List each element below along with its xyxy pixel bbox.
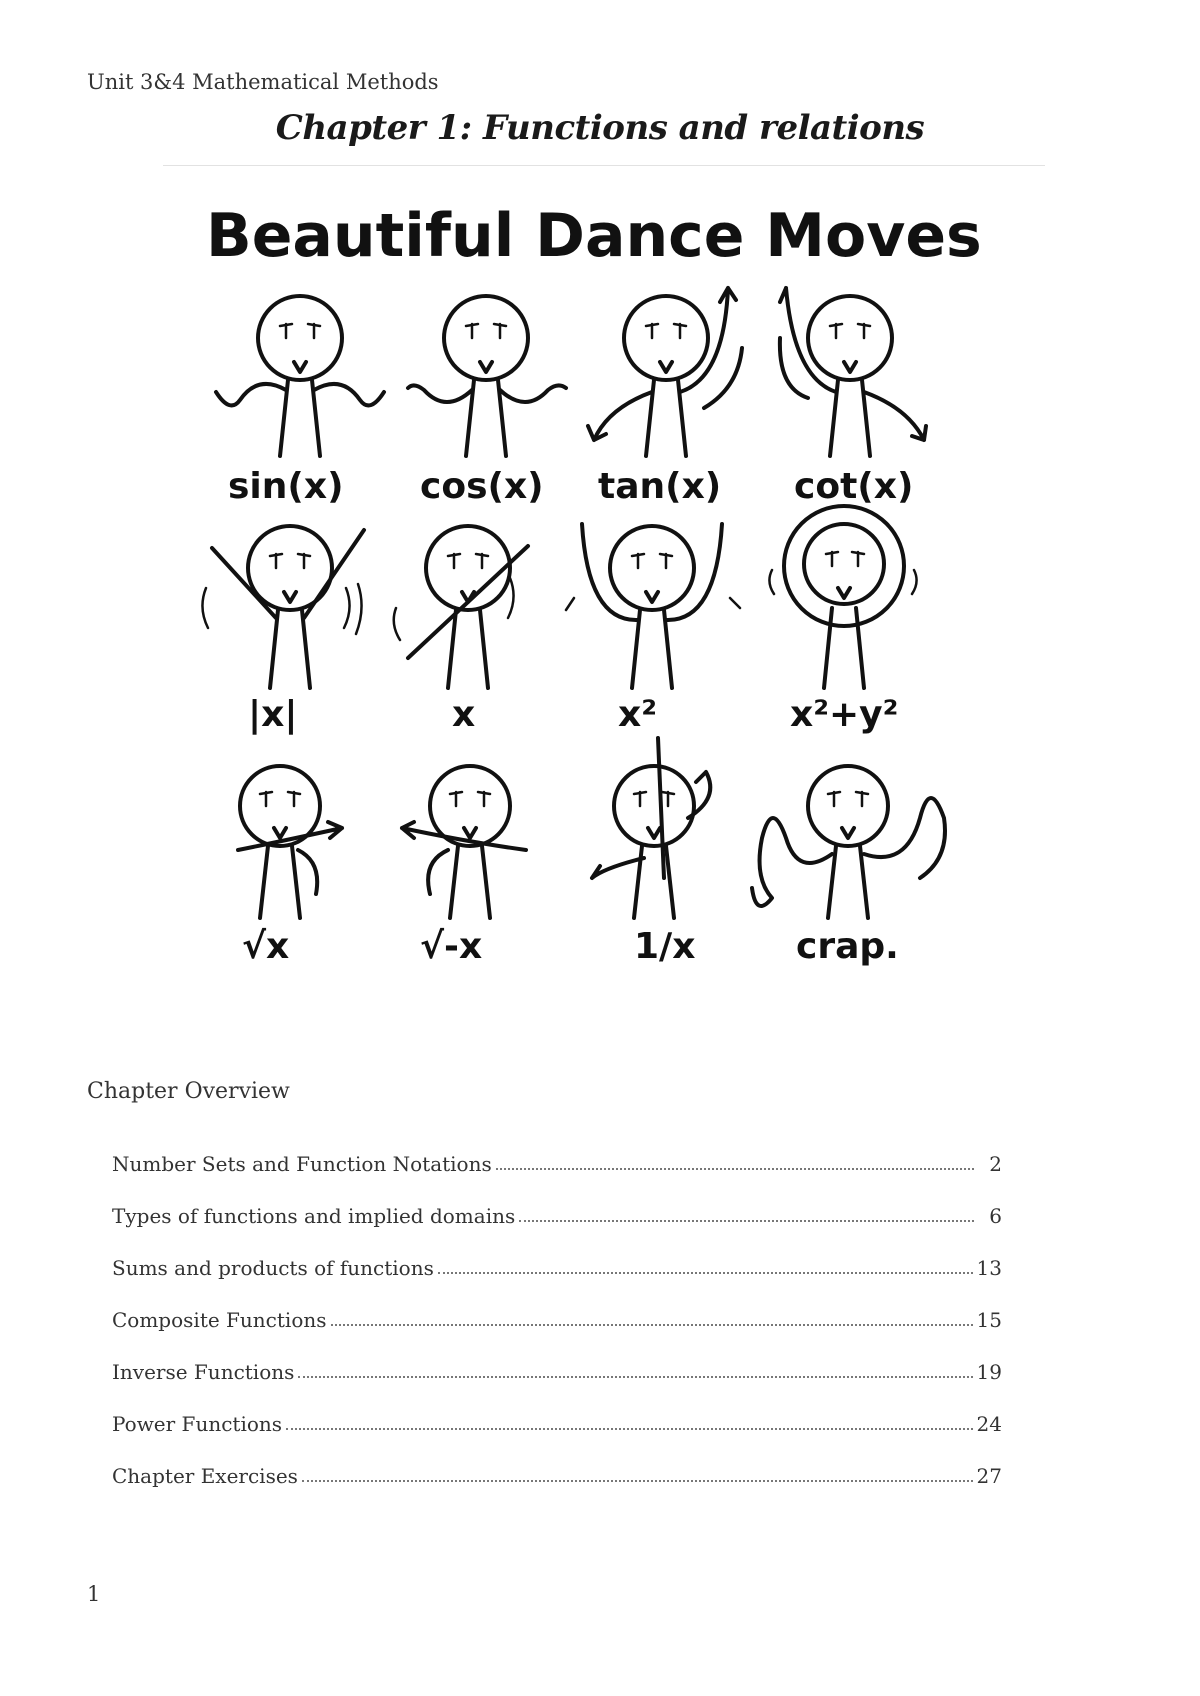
stick-figure-cot bbox=[780, 288, 926, 456]
stick-figure-sin bbox=[216, 296, 384, 456]
move-label: tan(x) bbox=[598, 466, 722, 507]
toc-entry-page: 2 bbox=[989, 1152, 1002, 1176]
toc-leader-dots bbox=[496, 1168, 974, 1170]
move-label: |x| bbox=[248, 694, 298, 735]
move-label: x bbox=[452, 694, 476, 735]
toc-leader-dots bbox=[519, 1220, 974, 1222]
page-number: 1 bbox=[87, 1582, 101, 1606]
stick-figure-abs bbox=[202, 526, 364, 688]
stick-figure-sqrt-neg bbox=[402, 766, 526, 918]
toc-entry-label: Composite Functions bbox=[112, 1308, 327, 1332]
move-label: x²+y² bbox=[790, 694, 899, 735]
toc-entry[interactable] bbox=[112, 1176, 1002, 1228]
move-label: cos(x) bbox=[420, 466, 544, 507]
move-label: √-x bbox=[420, 926, 483, 967]
toc-entry[interactable] bbox=[112, 1332, 1002, 1384]
title-divider bbox=[163, 165, 1045, 166]
toc-entry-page: 15 bbox=[976, 1308, 1002, 1332]
toc-entry-label: Inverse Functions bbox=[112, 1360, 295, 1384]
toc-entry-label: Types of functions and implied domains bbox=[112, 1204, 516, 1228]
toc-leader-dots bbox=[286, 1428, 973, 1430]
toc-entry-page: 24 bbox=[976, 1412, 1002, 1436]
toc-entry[interactable] bbox=[112, 1384, 1002, 1436]
stick-figure-crap bbox=[752, 766, 945, 918]
toc-leader-dots bbox=[298, 1376, 972, 1378]
stick-figure-cos bbox=[408, 296, 566, 456]
move-label: 1/x bbox=[634, 926, 696, 967]
toc-entry-label: Number Sets and Function Notations bbox=[112, 1152, 492, 1176]
toc-entry-label: Power Functions bbox=[112, 1412, 283, 1436]
toc-entry-label: Chapter Exercises bbox=[112, 1464, 298, 1488]
move-label: √x bbox=[242, 926, 290, 967]
running-header: Unit 3&4 Mathematical Methods bbox=[87, 70, 439, 94]
toc-entry-label: Sums and products of functions bbox=[112, 1256, 434, 1280]
stick-figure-linear bbox=[394, 526, 528, 688]
stick-figure-reciprocal bbox=[592, 738, 710, 918]
toc-entry[interactable] bbox=[112, 1124, 1002, 1176]
table-of-contents bbox=[112, 1124, 1002, 1488]
toc-entry[interactable] bbox=[112, 1280, 1002, 1332]
toc-entry[interactable] bbox=[112, 1436, 1002, 1488]
move-label: crap. bbox=[796, 926, 899, 967]
move-label: sin(x) bbox=[228, 466, 344, 507]
toc-entry[interactable] bbox=[112, 1228, 1002, 1280]
poster-title: Beautiful Dance Moves bbox=[206, 201, 982, 271]
toc-entry-page: 27 bbox=[976, 1464, 1002, 1488]
move-label: cot(x) bbox=[794, 466, 914, 507]
chapter-title: Chapter 1: Functions and relations bbox=[275, 108, 925, 148]
stick-figure-tan bbox=[588, 288, 742, 456]
stick-figure-sqrt bbox=[238, 766, 342, 918]
stick-figure-circle bbox=[769, 506, 916, 688]
toc-leader-dots bbox=[331, 1324, 973, 1326]
stick-figure-square bbox=[566, 524, 740, 688]
toc-leader-dots bbox=[302, 1480, 973, 1482]
dance-moves-illustration bbox=[168, 178, 1040, 1055]
toc-leader-dots bbox=[438, 1272, 973, 1274]
chapter-overview-heading: Chapter Overview bbox=[87, 1079, 290, 1104]
toc-entry-page: 19 bbox=[976, 1360, 1002, 1384]
move-label: x² bbox=[618, 694, 657, 735]
toc-entry-page: 6 bbox=[989, 1204, 1002, 1228]
toc-entry-page: 13 bbox=[976, 1256, 1002, 1280]
